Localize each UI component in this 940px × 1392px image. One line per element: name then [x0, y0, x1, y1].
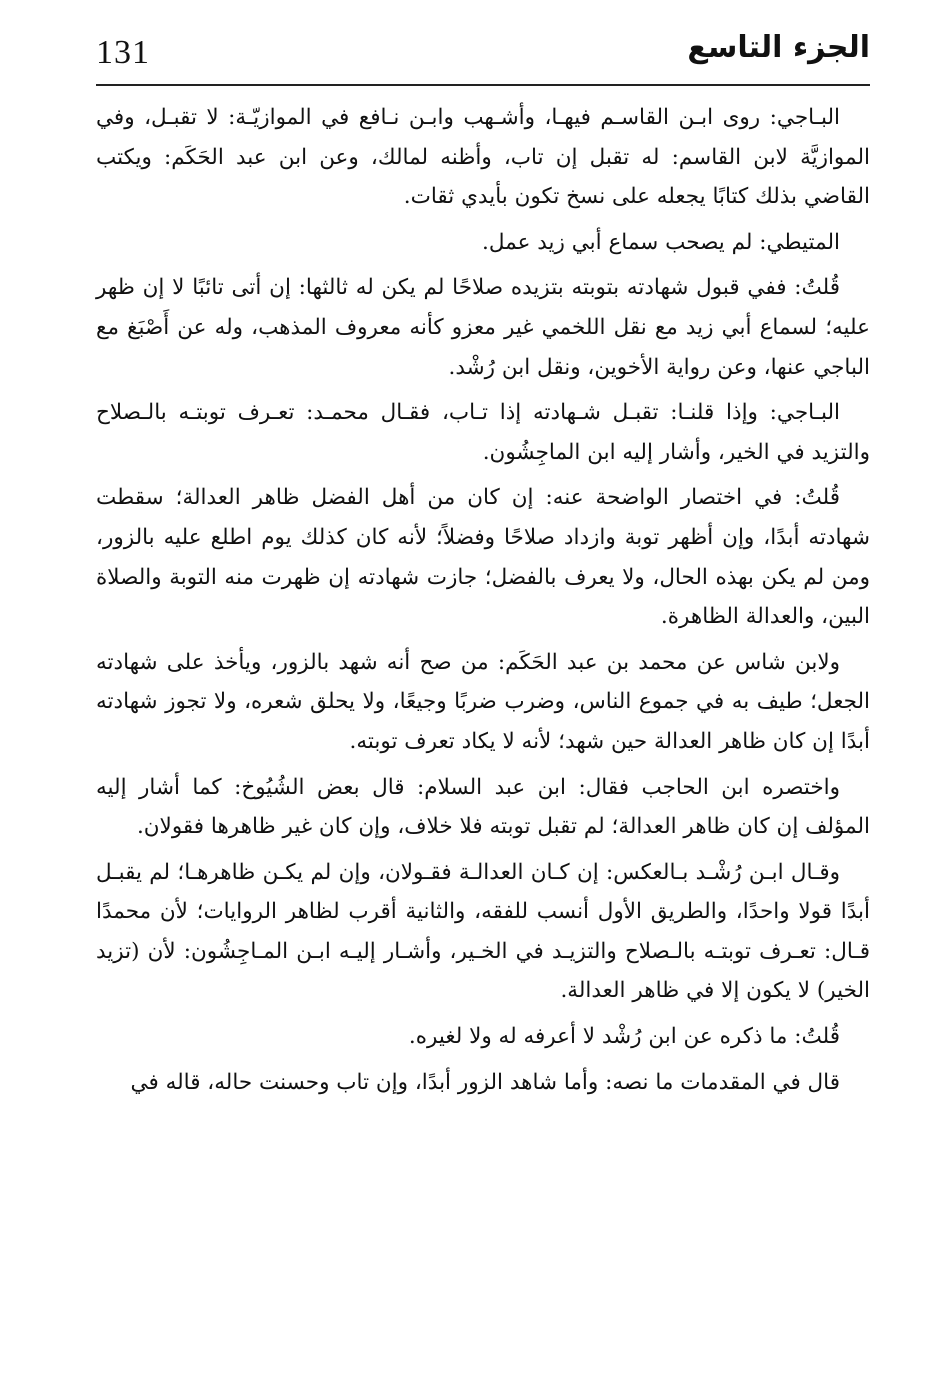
paragraph: واختصره ابن الحاجب فقال: ابن عبد السلام: قال بعض الشُيُوخ: كما أشار إليه المؤلف إن كان ظاهر العدالة؛ لم تقبل توبته فلا خلاف، وإن كان غير ظاهرها فقولان.	[96, 774, 870, 840]
paragraph: قُلتُ: في اختصار الواضحة عنه: إن كان من أهل الفضل ظاهر العدالة؛ سقطت شهادته أبدًا، وإن أظهر توبة وازداد صلاحًا وفضلاً؛ لأنه كان كذلك يوم اطلع عليه بالزور، ومن لم يكن بهذه الحال، ولا يعرف بالفضل؛ جازت شهادته إن ظهرت منه التوبة والصلاة البين، والعدالة الظاهرة.	[96, 485, 870, 630]
paragraph: قُلتُ: ففي قبول شهادته بتوبته بتزيده صلاحًا لم يكن له ثالثها: إن أتى تائبًا لا إن ظهر عليه؛ لسماع أبي زيد مع نقل اللخمي غير معزو كأنه معروف المذهب، وله عن أَصْبَغ مع الباجي عنها، وعن رواية الأخوين، ونقل ابن رُشْد.	[96, 275, 870, 380]
paragraph: البـاجي: روى ابـن القاسـم فيهـا، وأشـهب وابـن نـافع في الموازيّـة: لا تقبـل، وفي الموازيَّة لابن القاسم: له تقبل إن تاب، وأظنه لمالك، وعن ابن عبد الحَكَم: ويكتب القاضي بذلك كتابًا يجعله على نسخ تكون بأيدي ثقات.	[96, 105, 870, 210]
paragraph: قال في المقدمات ما نصه: وأما شاهد الزور أبدًا، وإن تاب وحسنت حاله، قاله في	[130, 1069, 840, 1095]
paragraph: المتيطي: لم يصحب سماع أبي زيد عمل.	[482, 229, 840, 255]
paragraph: البـاجي: وإذا قلنـا: تقبـل شـهادته إذا تـاب، فقـال محمـد: تعـرف توبتـه بالـصلاح والتزيد في الخير، وأشار إليه ابن الماجِشُون.	[96, 400, 870, 465]
header-rule	[96, 84, 870, 86]
page-number: 131	[96, 34, 150, 71]
page-header	[96, 30, 870, 80]
paragraph: ولابن شاس عن محمد بن عبد الحَكَم: من صح أنه شهد بالزور، ويأخذ على شهادته الجعل؛ طيف به في جموع الناس، وضرب ضربًا وجيعًا، ولا يحلق شعره، ولا تجوز شهادته أبدًا إن كان ظاهر العدالة حين شهد؛ لأنه لا يكاد تعرف توبته.	[96, 649, 870, 754]
running-head: الجزء التاسع	[687, 30, 870, 65]
page-body	[96, 98, 870, 1108]
paragraph: قُلتُ: ما ذكره عن ابن رُشْد لا أعرفه له ولا لغيره.	[408, 1024, 840, 1050]
paragraph: وقـال ابـن رُشْـد بـالعكس: إن كـان العدالـة فقـولان، وإن لم يكـن ظاهرهـا؛ لم يقبـل أبدًا قولا واحدًا، والطريق الأول أنسب للفقه، والثانية أقرب لظاهر الروايات؛ لأن محمدًا قـال: تعـرف توبتـه بالـصلاح والتزيـد في الخـير، وأشـار إليـه ابـن المـاجِشُون: لأن (تزيد الخير) لا يكون إلا في ظاهر العدالة.	[96, 859, 870, 1004]
